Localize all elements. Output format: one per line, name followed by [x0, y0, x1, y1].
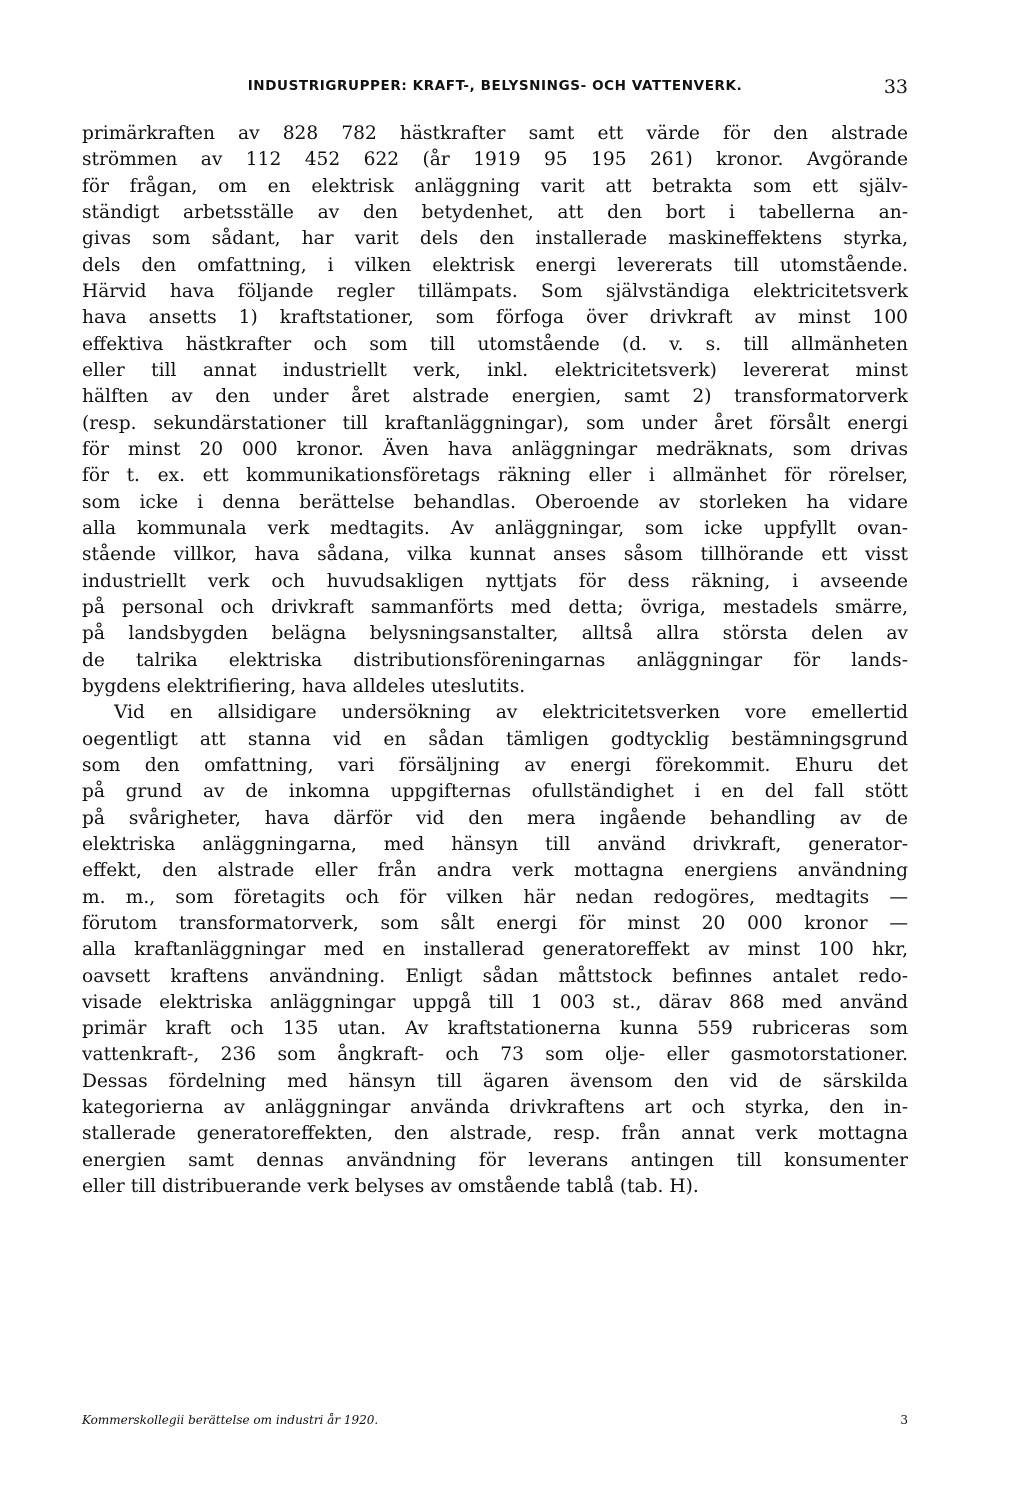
text-line: effekt, den alstrade eller från andra verk mottagna energiens användning	[82, 860, 908, 882]
text-line: för frågan, om en elektrisk anläggning varit att betrakta som ett själv-	[82, 175, 908, 197]
text-line: vattenkraft-, 236 som ångkraft- och 73 som olje- eller gasmotorstationer.	[82, 1044, 908, 1066]
text-line: alla kommunala verk medtagits. Av anläggningar, som icke uppfyllt ovan-	[82, 517, 908, 539]
page-footer	[82, 1413, 908, 1433]
body-text	[82, 121, 908, 1200]
text-line: de talrika elektriska distributionsföreningarnas anläggningar för lands-	[82, 649, 908, 671]
text-line: på landsbygden belägna belysningsanstalter, alltså allra största delen av	[82, 623, 908, 645]
text-line: primärkraften av 828 782 hästkrafter samt ett värde för den alstrade	[82, 123, 908, 144]
text-line: förutom transformatorverk, som sålt energi för minst 20 000 kronor —	[82, 912, 908, 934]
text-line: Vid en allsidigare undersökning av elektricitetsverken vore emellertid	[114, 702, 908, 724]
text-line: alla kraftanläggningar med en installerad generatoreffekt av minst 100 hkr,	[82, 939, 908, 961]
text-line: på svårigheter, hava därför vid den mera ingående behandling av de	[82, 807, 908, 829]
text-line: elektriska anläggningarna, med hänsyn till använd drivkraft, generator-	[82, 833, 908, 855]
text-line: som den omfattning, vari försäljning av energi förekommit. Ehuru det	[82, 754, 908, 776]
text-line: m. m., som företagits och för vilken här nedan redogöres, medtagits —	[82, 886, 908, 908]
text-line: visade elektriska anläggningar uppgå till 1 003 st., därav 868 med använd	[82, 991, 908, 1013]
text-line: stallerade generatoreffekten, den alstrade, resp. från annat verk mottagna	[82, 1123, 908, 1145]
text-line: strömmen av 112 452 622 (år 1919 95 195 261) kronor. Avgörande	[82, 149, 908, 171]
footer-source: Kommerskollegii berättelse om industri år 1920.	[82, 1413, 379, 1427]
text-line: på personal och drivkraft sammanförts med detta; övriga, mestadels smärre,	[82, 596, 908, 618]
text-line: stående villkor, hava sådana, vilka kunnat anses såsom tillhörande ett visst	[82, 544, 908, 566]
text-line: ständigt arbetsställe av den betydenhet, att den bort i tabellerna an-	[82, 201, 908, 223]
page-title: INDUSTRIGRUPPER: KRAFT-, BELYSNINGS- OCH VATTENVERK.	[247, 78, 743, 94]
text-line: Dessas fördelning med hänsyn till ägaren ävensom den vid de särskilda	[82, 1070, 908, 1092]
footer-sheet-number: 3	[900, 1413, 908, 1427]
text-line: industriellt verk och huvudsakligen nyttjats för dess räkning, i avseende	[82, 570, 908, 592]
text-line: oavsett kraftens användning. Enligt sådan måttstock befinnes antalet redo-	[82, 965, 908, 987]
text-line: bygdens elektrifiering, hava alldeles uteslutits.	[82, 675, 526, 697]
text-line: hava ansetts 1) kraftstationer, som förfoga över drivkraft av minst 100	[82, 307, 908, 329]
text-line: för t. ex. ett kommunikationsföretags räkning eller i allmänhet för rörelser,	[82, 465, 908, 487]
running-header	[82, 78, 908, 100]
text-line: effektiva hästkrafter och som till utomstående (d. v. s. till allmänheten	[82, 333, 908, 355]
text-line: givas som sådant, har varit dels den installerade maskineffektens styrka,	[82, 228, 908, 250]
paragraph	[82, 121, 908, 700]
text-line: eller till annat industriellt verk, inkl. elektricitetsverk) levererat minst	[82, 359, 908, 381]
text-line: eller till distribuerande verk belyses av omstående tablå (tab. H).	[82, 1176, 699, 1198]
text-line: dels den omfattning, i vilken elektrisk energi levererats till utomstående.	[82, 254, 908, 276]
text-line: för minst 20 000 kronor. Även hava anläggningar medräknats, som drivas	[82, 438, 908, 460]
text-line: oegentligt att stanna vid en sådan tämligen godtycklig bestämningsgrund	[82, 728, 908, 750]
text-line: primär kraft och 135 utan. Av kraftstationerna kunna 559 rubriceras som	[82, 1018, 908, 1040]
paragraph	[82, 700, 908, 1200]
page-number: 33	[883, 76, 908, 98]
text-line: på grund av de inkomna uppgifternas ofullständighet i en del fall stött	[82, 781, 908, 803]
text-line: kategorierna av anläggningar använda drivkraftens art och styrka, den in-	[82, 1097, 908, 1119]
text-line: (resp. sekundärstationer till kraftanläggningar), som under året försålt energi	[82, 412, 908, 434]
text-line: som icke i denna berättelse behandlas. Oberoende av storleken ha vidare	[82, 491, 908, 513]
text-line: energien samt dennas användning för leverans antingen till konsumenter	[82, 1149, 908, 1171]
text-line: Härvid hava följande regler tillämpats. Som självständiga elektricitetsverk	[82, 280, 908, 302]
text-line: hälften av den under året alstrade energien, samt 2) transformatorverk	[82, 386, 908, 408]
